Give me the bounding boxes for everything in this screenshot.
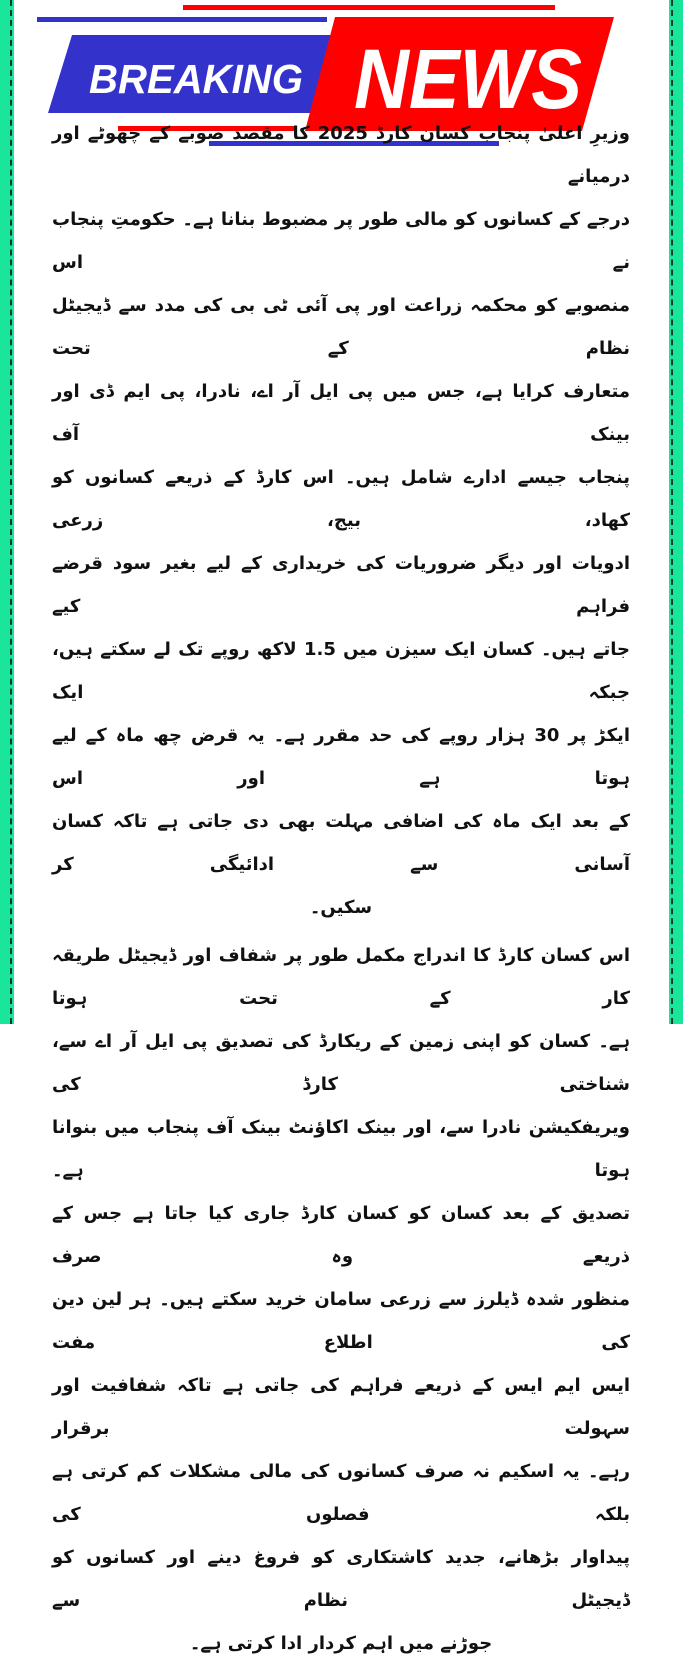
banner-news-text: NEWS [354,32,582,126]
article-line: منظور شدہ ڈیلرز سے زرعی سامان خرید سکتے ہیں۔ ہر لین دین کی اطلاع مفت [52,1289,630,1353]
banner-breaking-text: BREAKING [89,56,303,102]
banner-stripe [37,17,327,22]
article-line: پیداوار بڑھانے، جدید کاشتکاری کو فروغ دینے اور کسانوں کو ڈیجیٹل نظام سے [52,1547,630,1611]
article-line: جوڑنے میں اہم کردار ادا کرتی ہے۔ [189,1633,493,1654]
left-dashed-border [0,0,14,1024]
article-line: جاتے ہیں۔ کسان ایک سیزن میں 1.5 لاکھ روپے تک لے سکتے ہیں، جبکہ ایک [52,639,631,703]
article-line: ایکڑ پر 30 ہزار روپے کی حد مقرر ہے۔ یہ قرض چھ ماہ کے لیے ہوتا ہے اور اس [52,725,630,789]
article-line: متعارف کرایا ہے، جس میں پی ایل آر اے، نادرا، پی ایم ڈی اور بینک آف [52,381,630,445]
article-paragraph [52,934,630,1665]
article-line: ایس ایم ایس کے ذریعے فراہم کی جاتی ہے تاکہ شفافیت اور سہولت برقرار [52,1375,630,1439]
article-line: درجے کے کسانوں کو مالی طور پر مضبوط بنانا ہے۔ حکومتِ پنجاب نے اس [52,209,630,273]
right-dashed-border [669,0,683,1024]
banner-stripe [183,5,555,10]
article-line: پنجاب جیسے ادارے شامل ہیں۔ اس کارڈ کے ذریعے کسانوں کو کھاد، بیج، زرعی [52,467,630,531]
article-line: ہے۔ کسان کو اپنی زمین کے ریکارڈ کی تصدیق پی ایل آر اے سے، شناختی کارڈ کی [52,1031,630,1095]
article-line: رہے۔ یہ اسکیم نہ صرف کسانوں کی مالی مشکلات کم کرتی ہے بلکہ فصلوں کی [52,1461,630,1525]
article-line: وزیرِ اعلیٰ پنجاب کسان کارڈ 2025 کا مقصد صوبے کے چھوٹے اور درمیانے [52,123,630,187]
article-line: کے بعد ایک ماہ کی اضافی مہلت بھی دی جاتی ہے تاکہ کسان آسانی سے ادائیگی کر [52,811,630,875]
article-line: ادویات اور دیگر ضروریات کی خریداری کے لیے بغیر سود قرضے فراہم کیے [52,553,630,617]
article-line: اس کسان کارڈ کا اندراج مکمل طور پر شفاف اور ڈیجیٹل طریقہ کار کے تحت ہوتا [52,945,630,1009]
article-line: تصدیق کے بعد کسان کو کسان کارڈ جاری کیا جاتا ہے جس کے ذریعے وہ صرف [52,1203,630,1267]
article-paragraph [52,112,630,929]
article-line: منصوبے کو محکمہ زراعت اور پی آئی ٹی بی کی مدد سے ڈیجیٹل نظام کے تحت [52,295,630,359]
article-body [52,112,630,1665]
article-line: سکیں۔ [309,897,373,918]
article-line: ویریفکیشن نادرا سے، اور بینک اکاؤنٹ بینک آف پنجاب میں بنوانا ہوتا ہے۔ [52,1117,630,1181]
